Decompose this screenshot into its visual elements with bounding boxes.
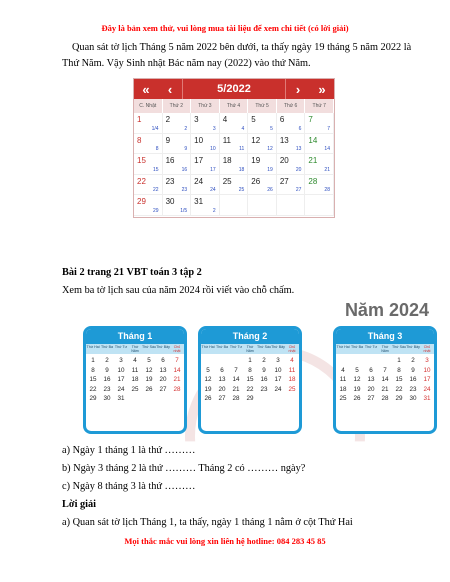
day-number: 7 <box>234 366 238 374</box>
calendar-day-cell <box>220 195 249 216</box>
day-number: 2 <box>105 357 109 365</box>
chevron-right-icon[interactable]: › <box>295 81 301 97</box>
day-number: 16 <box>103 376 111 384</box>
day-number: 19 <box>145 376 153 384</box>
day-number: 19 <box>353 385 361 393</box>
month-day-grid <box>201 354 299 404</box>
day-number: 17 <box>423 376 431 384</box>
day-number: 29 <box>395 395 403 403</box>
lunar-date: 11 <box>239 146 245 152</box>
solution-a: a) Quan sát tờ lịch Tháng 1, ta thấy, ngày 1 tháng 1 nằm ở cột Thứ Hai <box>62 517 353 528</box>
solar-date: 14 <box>308 135 318 145</box>
day-number: 25 <box>339 395 347 403</box>
year-title: Năm 2024 <box>344 300 429 320</box>
weekday-label: Thứ Năm <box>381 345 389 354</box>
weekday-label: Thứ Bảy <box>271 345 285 349</box>
day-number: 9 <box>411 366 415 374</box>
day-number: 2 <box>411 357 415 365</box>
day-number: 13 <box>218 376 226 384</box>
day-number: 3 <box>425 357 429 365</box>
weekday-header-row <box>201 344 299 354</box>
solar-date: 20 <box>279 156 289 165</box>
month-card <box>333 326 437 434</box>
lunar-date: 1/5 <box>180 207 188 214</box>
month-card <box>198 326 302 434</box>
day-number: 29 <box>246 395 254 403</box>
day-number: 24 <box>423 385 431 393</box>
day-number <box>142 394 156 404</box>
calendar-day-cell[interactable] <box>163 175 192 196</box>
day-number: 27 <box>218 395 226 403</box>
solar-date: 12 <box>251 135 261 145</box>
lunar-date: 13 <box>295 146 302 152</box>
day-number: 1 <box>248 357 252 365</box>
weekday-label: Thứ Hai <box>201 345 215 349</box>
lunar-date: 29 <box>153 207 159 214</box>
weekday-label: Thứ Sáu <box>257 345 271 349</box>
question-a: a) Ngày 1 tháng 1 là thứ ……… <box>62 445 196 456</box>
weekday-label: Thứ Sáu <box>392 345 406 349</box>
day-number: 23 <box>260 385 268 393</box>
day-number: 9 <box>105 366 109 374</box>
day-number <box>378 356 392 366</box>
weekday-label: Thứ Tư <box>114 345 128 349</box>
lunar-date: 9 <box>184 146 188 152</box>
lunar-date: 19 <box>267 166 273 173</box>
day-number: 22 <box>246 385 254 393</box>
lunar-date: 21 <box>324 166 330 173</box>
calendar-day-cell[interactable] <box>163 195 192 216</box>
day-number <box>128 394 142 404</box>
double-chevron-right-icon[interactable]: » <box>318 81 326 97</box>
calendar-day-cell[interactable] <box>163 154 192 175</box>
calendar-day-cell[interactable] <box>277 154 306 175</box>
weekday-header-row <box>336 344 434 354</box>
day-number: 3 <box>119 357 123 365</box>
solution-heading: Lời giải <box>62 499 97 510</box>
day-number: 4 <box>133 357 137 365</box>
day-number: 6 <box>220 366 224 374</box>
weekday-label: Thứ Tư <box>229 345 243 349</box>
solar-date: 1 <box>137 115 142 124</box>
day-number: 7 <box>383 366 387 374</box>
day-number <box>201 356 215 366</box>
lunar-date: 17 <box>210 166 216 173</box>
day-number: 23 <box>409 385 417 393</box>
day-number: 11 <box>131 366 139 374</box>
month-title: Tháng 2 <box>201 329 299 344</box>
lunar-date: 18 <box>238 166 245 173</box>
day-number: 27 <box>367 395 375 403</box>
month-title: Tháng 3 <box>336 329 434 344</box>
day-number <box>336 356 350 366</box>
calendar-day-cell[interactable] <box>277 175 306 196</box>
day-number <box>271 394 285 404</box>
day-number: 2 <box>262 357 266 365</box>
calendar-day-cell <box>277 195 306 216</box>
lunar-date: 20 <box>295 166 302 173</box>
lunar-date: 14 <box>324 146 330 152</box>
day-number: 11 <box>339 376 347 384</box>
day-number: 23 <box>103 385 111 393</box>
lunar-date: 12 <box>267 146 273 152</box>
calendar-day-cell[interactable] <box>277 113 306 134</box>
weekday-label: Thứ Bảy <box>406 345 420 349</box>
solar-date: 4 <box>222 115 228 124</box>
day-number: 5 <box>206 366 210 374</box>
preview-notice: Đây là bản xem thử, vui lòng mua tài liệu để xem chi tiết (có lời giải) <box>101 23 349 33</box>
day-number: 8 <box>397 366 401 374</box>
weekday-label: Thứ Sáu <box>142 345 156 349</box>
day-number: 31 <box>423 395 431 403</box>
lunar-date: 25 <box>238 187 245 193</box>
month-day-grid <box>86 354 184 404</box>
calendar-month-title: 5/2022 <box>182 79 286 99</box>
day-number: 26 <box>204 395 212 403</box>
day-number: 5 <box>147 357 151 365</box>
weekday-header-row <box>134 99 334 113</box>
calendar-day-cell[interactable] <box>277 134 306 155</box>
day-number: 24 <box>274 385 282 393</box>
day-number: 10 <box>117 366 125 374</box>
calendar-day-cell[interactable] <box>220 154 249 175</box>
hotline-notice: Mọi thắc mắc vui lòng xin liên hệ hotline: 084 283 45 85 <box>124 536 326 546</box>
day-number: 19 <box>204 385 212 393</box>
day-number: 31 <box>117 395 125 403</box>
day-number: 6 <box>369 366 373 374</box>
intro-paragraph: Quan sát tờ lịch Tháng 5 năm 2022 bên dưới, ta thấy ngày 19 tháng 5 năm 2022 là Thứ Năm. Vậy Sinh nhật Bác năm nay (2022) vào thứ Năm. <box>62 42 412 69</box>
lunar-date: 2 <box>184 125 188 132</box>
calendar-day-cell <box>305 195 334 216</box>
weekday-label: Thứ Ba <box>101 345 113 349</box>
day-number: 21 <box>232 385 240 393</box>
weekday-header-row <box>86 344 184 354</box>
lunar-date: 26 <box>267 187 273 193</box>
lunar-date: 10 <box>210 146 216 152</box>
solar-date: 15 <box>137 156 146 165</box>
weekday-label: C. Nhật <box>134 99 163 113</box>
solar-date: 26 <box>251 176 261 186</box>
solar-date: 6 <box>279 115 285 124</box>
solar-date: 7 <box>308 115 313 124</box>
calendar-day-cell <box>248 195 277 216</box>
lunar-date: 24 <box>210 187 216 193</box>
weekday-label: Thứ Năm <box>246 345 254 354</box>
day-number: 8 <box>248 366 252 374</box>
day-number <box>215 356 229 366</box>
calendar-day-cell[interactable] <box>134 175 163 196</box>
day-number: 3 <box>276 357 280 365</box>
lunar-date: 7 <box>327 125 330 132</box>
day-number: 25 <box>288 385 296 393</box>
weekday-label: Thứ 5 <box>248 99 277 113</box>
calendar-day-cell[interactable] <box>248 154 277 175</box>
calendar-day-cell[interactable] <box>163 113 192 134</box>
calendar-day-cell[interactable] <box>220 113 249 134</box>
day-number: 8 <box>91 366 95 374</box>
day-number: 7 <box>175 357 179 365</box>
solar-date: 2 <box>165 115 171 124</box>
day-number: 5 <box>355 366 359 374</box>
day-number: 12 <box>353 376 361 384</box>
solar-date: 29 <box>137 197 146 206</box>
calendar-day-cell[interactable] <box>134 154 163 175</box>
day-number: 13 <box>367 376 375 384</box>
calendar-day-grid <box>134 113 334 216</box>
solar-date: 5 <box>251 115 256 124</box>
instruction-text: Xem ba tờ lịch sau của năm 2024 rồi viết vào chỗ chấm. <box>62 285 295 296</box>
lunar-date: 8 <box>155 146 159 152</box>
solar-date: 23 <box>165 176 175 186</box>
calendar-day-cell[interactable] <box>191 113 220 134</box>
weekday-label: Thứ Ba <box>216 345 228 349</box>
day-number: 15 <box>89 376 97 384</box>
calendar-day-cell[interactable] <box>191 175 220 196</box>
day-number: 17 <box>117 376 125 384</box>
solar-date: 31 <box>194 197 204 206</box>
weekday-label: Chủ nhật <box>288 345 296 354</box>
day-number: 26 <box>353 395 361 403</box>
calendar-day-cell[interactable] <box>220 134 249 155</box>
calendar-day-cell[interactable] <box>134 113 163 134</box>
section-heading: Bài 2 trang 21 VBT toán 3 tập 2 <box>62 267 202 278</box>
solar-date: 16 <box>165 156 175 165</box>
solar-date: 27 <box>279 176 289 186</box>
day-number: 24 <box>117 385 125 393</box>
lunar-date: 5 <box>270 125 273 132</box>
solar-date: 11 <box>222 135 232 145</box>
solar-date: 8 <box>137 135 142 145</box>
calendar-day-cell[interactable] <box>305 134 334 155</box>
calendar-day-cell[interactable] <box>305 154 334 175</box>
lunar-date: 16 <box>181 166 188 173</box>
day-number: 28 <box>173 385 181 393</box>
day-number: 1 <box>91 357 95 365</box>
lunar-date: 3 <box>212 125 216 132</box>
weekday-label: Thứ 7 <box>305 99 334 113</box>
day-number: 14 <box>232 376 240 384</box>
chevron-left-icon[interactable]: ‹ <box>167 81 173 97</box>
day-number <box>364 356 378 366</box>
day-number: 15 <box>395 376 403 384</box>
weekday-label: Chủ nhật <box>423 345 431 354</box>
weekday-label: Chủ nhật <box>173 345 181 354</box>
day-number: 20 <box>218 385 226 393</box>
calendar-day-cell[interactable] <box>134 195 163 216</box>
day-number <box>170 394 184 404</box>
calendar-day-cell[interactable] <box>248 175 277 196</box>
solar-date: 25 <box>222 176 232 186</box>
lunar-date: 28 <box>324 187 330 193</box>
day-number: 12 <box>204 376 212 384</box>
day-number: 25 <box>131 385 139 393</box>
solar-date: 17 <box>194 156 204 165</box>
weekday-label: Thứ 4 <box>220 99 249 113</box>
day-number: 22 <box>89 385 97 393</box>
lunar-date: 4 <box>241 125 245 132</box>
month-card-body <box>201 329 299 431</box>
day-number: 11 <box>288 366 296 374</box>
day-number: 4 <box>290 357 294 365</box>
day-number: 18 <box>131 376 139 384</box>
lunar-date: 23 <box>181 187 188 193</box>
month-title: Tháng 1 <box>86 329 184 344</box>
day-number: 22 <box>395 385 403 393</box>
month-card-body <box>86 329 184 431</box>
solar-date: 9 <box>165 135 171 145</box>
weekday-label: Thứ 3 <box>191 99 220 113</box>
month-card-body <box>336 329 434 431</box>
solar-date: 24 <box>194 176 204 186</box>
solar-date: 19 <box>251 156 261 165</box>
day-number: 12 <box>145 366 153 374</box>
month-day-grid <box>336 354 434 404</box>
solar-date: 30 <box>165 197 175 206</box>
lunar-date: 6 <box>298 125 302 132</box>
day-number <box>285 394 299 404</box>
question-b: b) Ngày 3 tháng 2 là thứ ……… Tháng 2 có ……… ngày? <box>62 463 306 474</box>
day-number: 20 <box>367 385 375 393</box>
weekday-label: Thứ Tư <box>364 345 378 349</box>
day-number: 26 <box>145 385 153 393</box>
day-number: 10 <box>274 366 282 374</box>
day-number: 28 <box>381 395 389 403</box>
day-number: 20 <box>159 376 167 384</box>
weekday-label: Thứ Bảy <box>156 345 170 349</box>
solar-date: 13 <box>279 135 289 145</box>
weekday-label: Thứ 6 <box>277 99 306 113</box>
solar-date: 18 <box>222 156 232 165</box>
solar-date: 28 <box>308 176 318 186</box>
calendar-day-cell[interactable] <box>134 134 163 155</box>
calendar-day-cell[interactable] <box>305 175 334 196</box>
day-number: 18 <box>339 385 347 393</box>
day-number: 30 <box>103 395 111 403</box>
day-number: 17 <box>274 376 282 384</box>
day-number: 28 <box>232 395 240 403</box>
day-number: 13 <box>159 366 167 374</box>
weekday-label: Thứ 2 <box>163 99 192 113</box>
day-number <box>229 356 243 366</box>
calendar-day-cell[interactable] <box>248 134 277 155</box>
day-number: 15 <box>246 376 254 384</box>
day-number: 16 <box>260 376 268 384</box>
solar-date: 22 <box>137 176 146 186</box>
day-number: 16 <box>409 376 417 384</box>
solar-date: 10 <box>194 135 204 145</box>
day-number: 21 <box>173 376 181 384</box>
calendar-day-cell[interactable] <box>220 175 249 196</box>
day-number: 14 <box>173 366 181 374</box>
day-number: 10 <box>423 366 431 374</box>
lunar-date: 1/4 <box>151 125 159 132</box>
day-number: 21 <box>381 385 389 393</box>
lunar-date: 2 <box>212 207 216 214</box>
calendar-day-cell[interactable] <box>305 113 334 134</box>
day-number <box>257 394 271 404</box>
calendar-day-cell[interactable] <box>248 113 277 134</box>
lunar-date: 27 <box>295 187 302 193</box>
calendar-day-cell[interactable] <box>163 134 192 155</box>
day-number: 18 <box>288 376 296 384</box>
weekday-label: Thứ Ba <box>351 345 363 349</box>
calendar-day-cell[interactable] <box>191 134 220 155</box>
solar-date: 21 <box>308 156 318 165</box>
lunar-date: 15 <box>153 166 159 173</box>
double-chevron-left-icon[interactable]: « <box>142 81 150 97</box>
weekday-label: Thứ Hai <box>336 345 350 349</box>
day-number <box>350 356 364 366</box>
may-2022-calendar <box>133 78 335 218</box>
day-number: 1 <box>397 357 401 365</box>
day-number <box>156 394 170 404</box>
lunar-date: 22 <box>153 187 159 193</box>
calendar-day-cell[interactable] <box>191 195 220 216</box>
calendar-2024-illustration <box>63 300 443 442</box>
month-card <box>83 326 187 434</box>
day-number: 4 <box>341 366 345 374</box>
day-number: 27 <box>159 385 167 393</box>
solar-date: 3 <box>194 115 199 124</box>
day-number: 30 <box>409 395 417 403</box>
day-number: 9 <box>262 366 266 374</box>
weekday-label: Thứ Hai <box>86 345 100 349</box>
day-number: 14 <box>381 376 389 384</box>
day-number: 6 <box>161 357 165 365</box>
calendar-header <box>134 79 334 99</box>
question-c: c) Ngày 8 tháng 3 là thứ ……… <box>62 481 196 492</box>
weekday-label: Thứ Năm <box>131 345 139 354</box>
day-number: 29 <box>89 395 97 403</box>
calendar-day-cell[interactable] <box>191 154 220 175</box>
